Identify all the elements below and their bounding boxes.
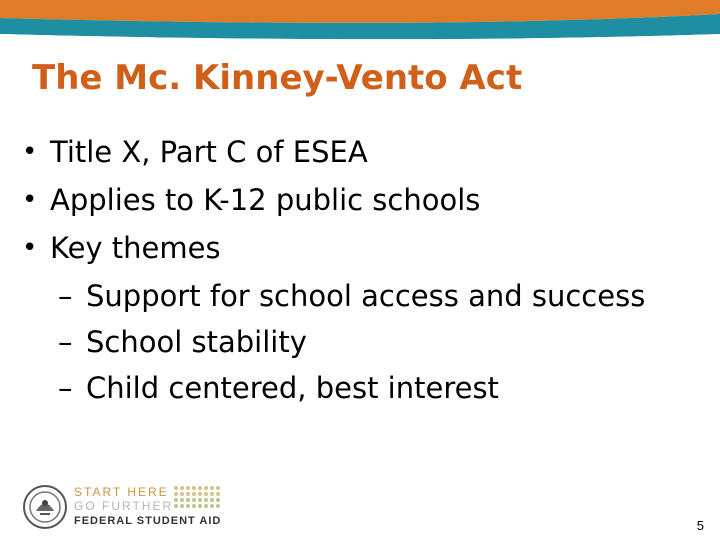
bullet-text: Key themes: [50, 231, 221, 265]
sub-bullet-item: [22, 318, 702, 364]
department-seal-icon: [22, 484, 68, 530]
bullet-icon: •: [22, 137, 38, 167]
dot-grid-icon: [172, 484, 232, 510]
logo-line-start-here: START HERE: [74, 485, 169, 499]
bullet-text: Applies to K-12 public schools: [50, 183, 481, 217]
bullet-icon: •: [22, 233, 38, 263]
bullet-item: [22, 224, 702, 272]
header-band: [0, 0, 720, 50]
sub-bullet-text: Child centered, best interest: [86, 371, 499, 405]
federal-student-aid-logo: [22, 482, 282, 532]
dash-icon: –: [58, 279, 73, 313]
bullet-icon: •: [22, 185, 38, 215]
sub-bullet-item: [22, 364, 702, 410]
page-number: 5: [696, 518, 704, 533]
logo-line-federal-student-aid: FEDERAL STUDENT AID: [74, 515, 222, 527]
dash-icon: –: [58, 325, 73, 359]
dash-icon: –: [58, 371, 73, 405]
bullet-text: Title X, Part C of ESEA: [50, 135, 368, 169]
sub-bullet-text: Support for school access and success: [86, 279, 646, 313]
bullet-item: [22, 176, 702, 224]
sub-bullet-text: School stability: [86, 325, 307, 359]
slide-title: The Mc. Kinney-Vento Act: [32, 58, 523, 98]
sub-bullet-item: [22, 272, 702, 318]
bullet-list: [22, 128, 702, 410]
bullet-item: [22, 128, 702, 176]
logo-line-go-further: GO FURTHER: [74, 499, 174, 513]
